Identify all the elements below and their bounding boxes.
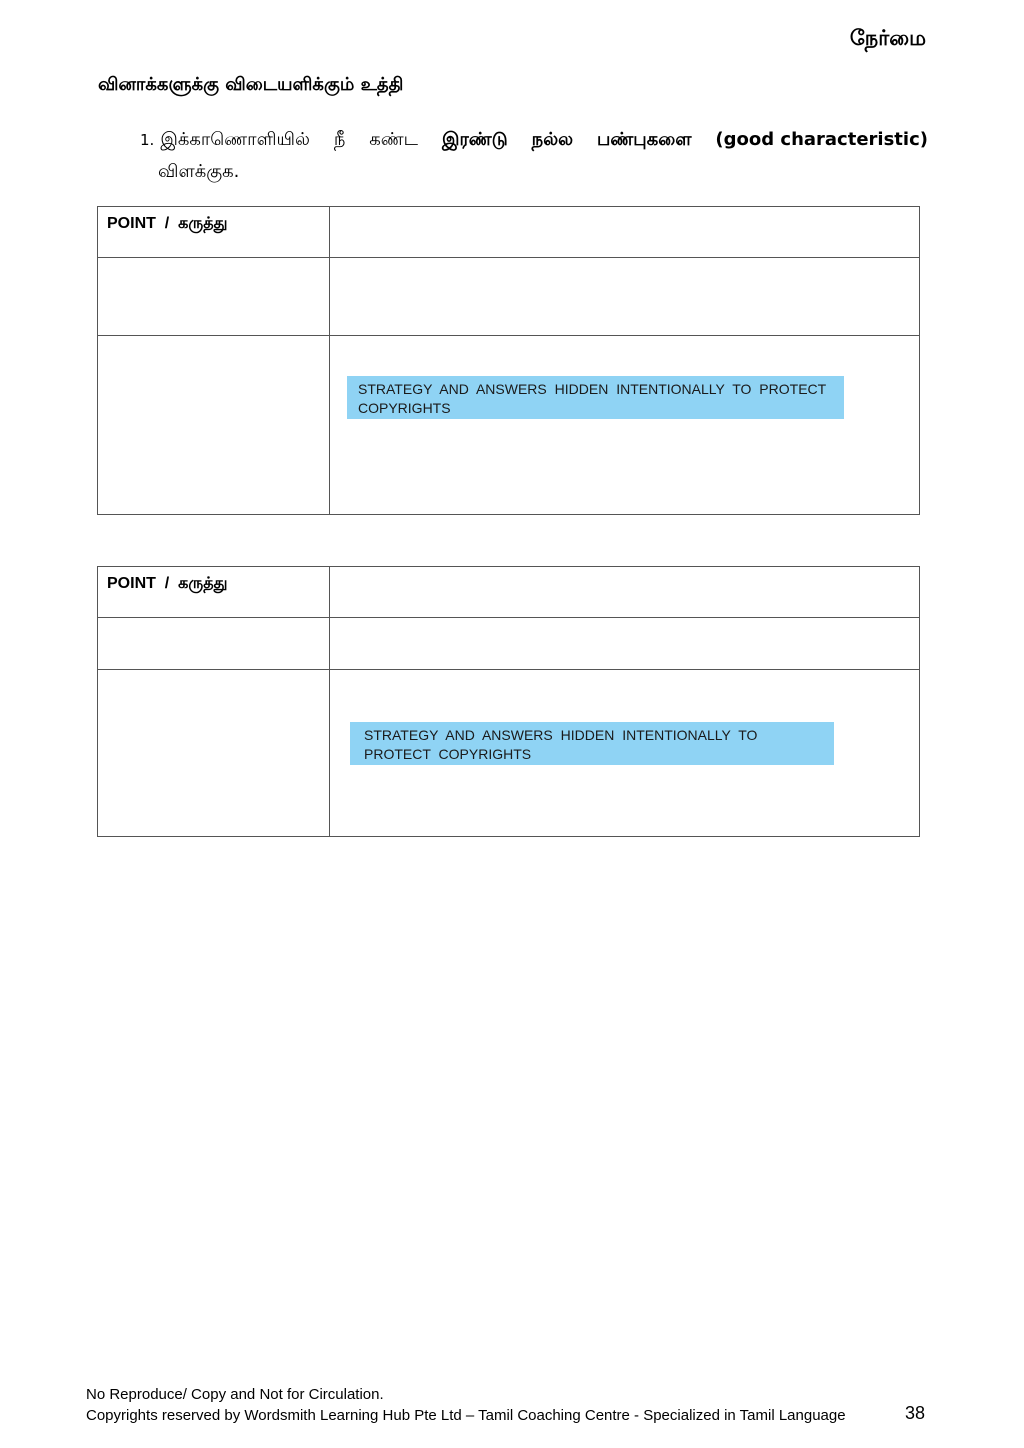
question-word-bold: பண்புகளை <box>597 129 692 150</box>
table-cell <box>330 336 920 515</box>
point-label-ta: கருத்து <box>178 213 228 232</box>
point-label-separator: / <box>164 215 170 232</box>
section-title: வினாக்களுக்கு விடையளிக்கும் உத்தி <box>98 74 404 95</box>
point-answer-cell[interactable] <box>330 567 920 618</box>
question-word: நீ <box>333 129 346 150</box>
table-cell <box>330 670 920 837</box>
table-row <box>98 670 920 837</box>
table-row <box>98 207 920 258</box>
answer-table-2 <box>97 566 920 837</box>
question-1 <box>140 124 928 188</box>
question-line-2: விளக்குக. <box>158 161 240 182</box>
question-number: 1. <box>140 131 155 149</box>
point-label-en: POINT <box>107 575 156 592</box>
question-word-bold: இரண்டு <box>441 129 508 150</box>
footer-copyright: Copyrights reserved by Wordsmith Learning Hub Pte Ltd – Tamil Coaching Centre - Specialized in Tamil Language <box>86 1407 846 1424</box>
question-word: இக்காணொளியில் <box>160 129 310 150</box>
table-cell[interactable] <box>330 618 920 670</box>
question-word: கண்ட <box>369 129 419 150</box>
table-cell[interactable] <box>330 258 920 336</box>
point-label <box>98 567 329 594</box>
question-word-bold: நல்ல <box>531 129 574 150</box>
table-row <box>98 618 920 670</box>
table-cell <box>98 670 330 837</box>
table-cell <box>98 618 330 670</box>
point-label-en: POINT <box>107 215 156 232</box>
table-row <box>98 258 920 336</box>
point-label-separator: / <box>164 575 170 592</box>
page-header-topic: நேர்மை <box>849 26 926 50</box>
point-label <box>98 207 329 234</box>
point-label-cell <box>98 567 330 618</box>
question-line-1 <box>140 124 928 156</box>
footer-notice: No Reproduce/ Copy and Not for Circulation. <box>86 1386 384 1403</box>
table-row <box>98 336 920 515</box>
footer <box>86 1384 846 1426</box>
point-label-cell <box>98 207 330 258</box>
hidden-answers-banner: STRATEGY AND ANSWERS HIDDEN INTENTIONALLY TO PROTECT COPYRIGHTS <box>347 376 844 419</box>
answer-table-1 <box>97 206 920 515</box>
question-start <box>140 124 310 156</box>
page-number: 38 <box>904 1403 925 1423</box>
table-cell <box>98 258 330 336</box>
point-answer-cell[interactable] <box>330 207 920 258</box>
hidden-answers-banner: STRATEGY AND ANSWERS HIDDEN INTENTIONALLY TO PROTECT COPYRIGHTS <box>350 722 834 765</box>
question-english-hint: (good characteristic) <box>715 129 928 150</box>
point-label-ta: கருத்து <box>178 573 228 592</box>
table-cell <box>98 336 330 515</box>
table-row <box>98 567 920 618</box>
